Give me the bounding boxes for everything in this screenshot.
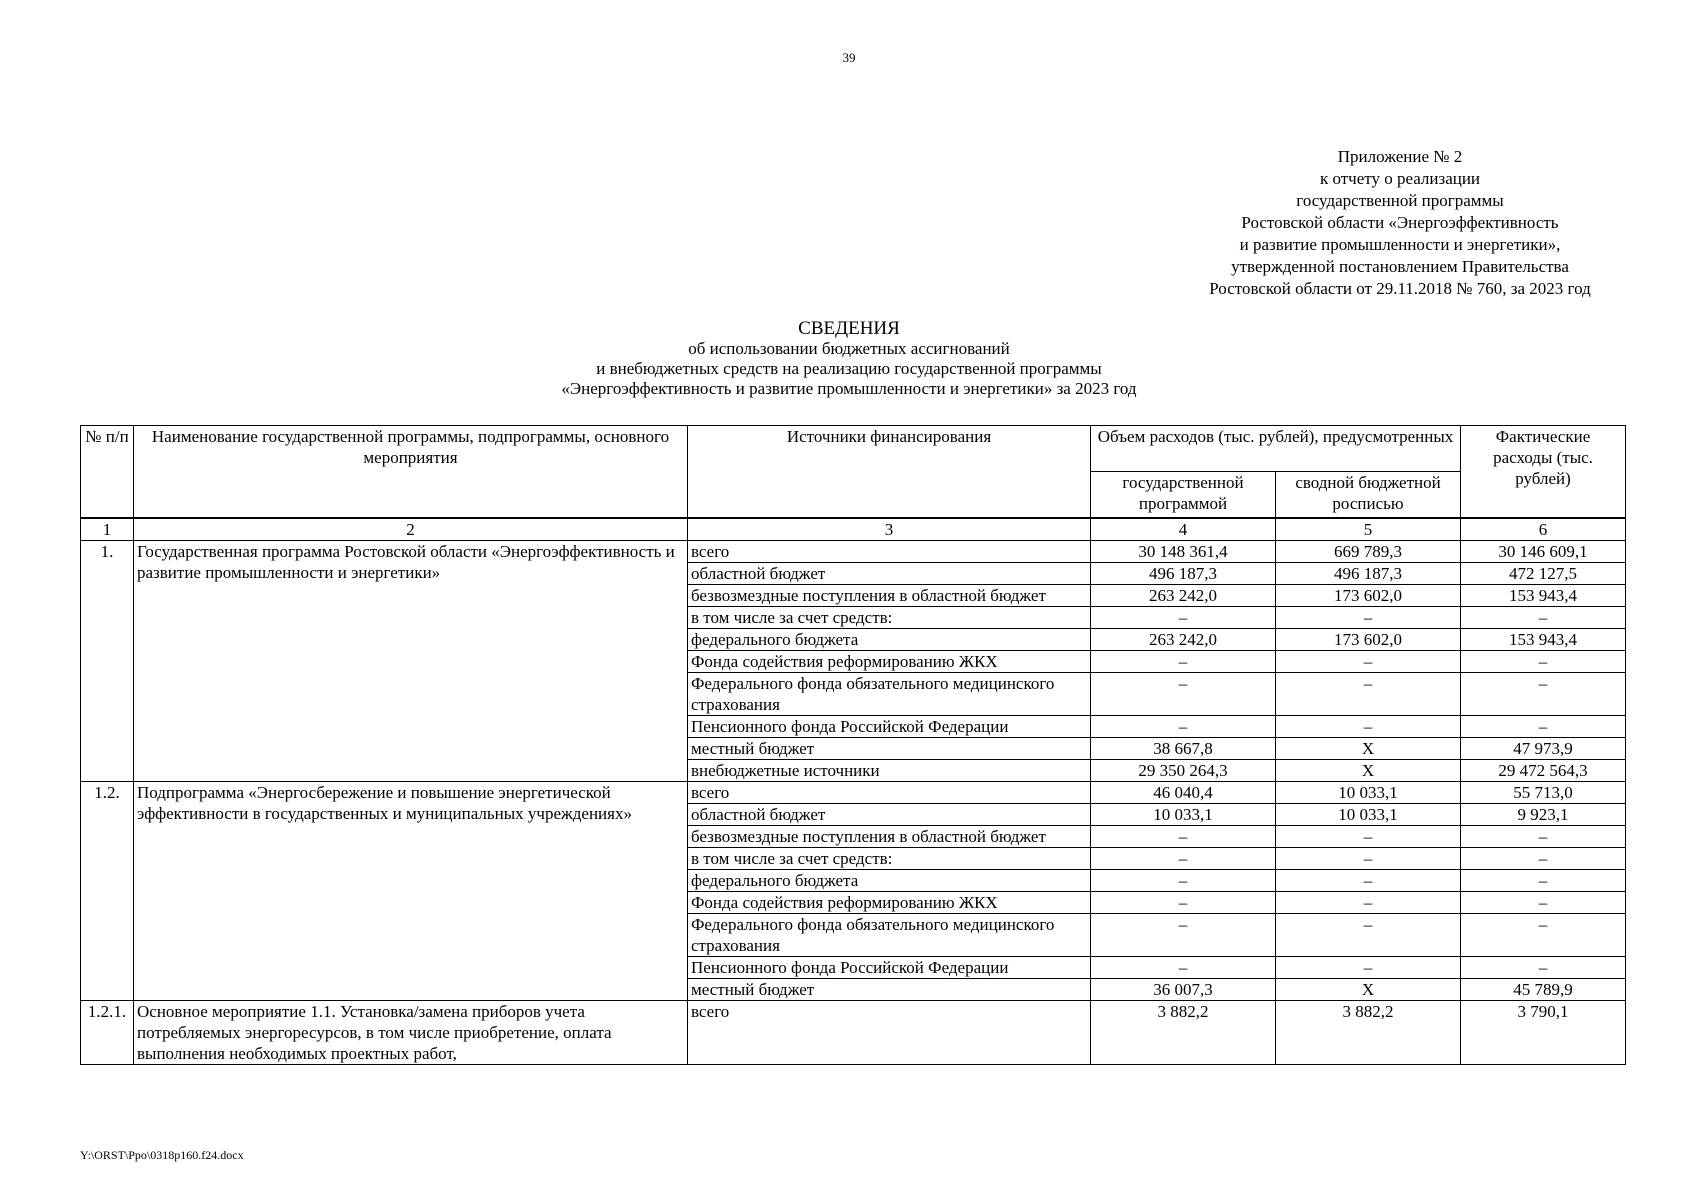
value-program: 29 350 264,3 — [1091, 759, 1276, 781]
title-line: «Энергоэффективность и развитие промышленности и энергетики» за 2023 год — [561, 379, 1137, 398]
appendix-line: и развитие промышленности и энергетики», — [1239, 235, 1561, 254]
funding-source: областной бюджет — [688, 803, 1091, 825]
value-program: – — [1091, 869, 1276, 891]
value-actual: 153 943,4 — [1461, 584, 1626, 606]
appendix-line: Приложение № 2 — [1337, 147, 1463, 166]
funding-source: Фонда содействия реформированию ЖКХ — [688, 650, 1091, 672]
value-actual: – — [1461, 956, 1626, 978]
file-path: Y:\ORST\Ppo\0318p160.f24.docx — [80, 1148, 244, 1162]
funding-source: безвозмездные поступления в областной бюджет — [688, 825, 1091, 847]
value-program: – — [1091, 825, 1276, 847]
value-actual: – — [1461, 672, 1626, 715]
program-name: Государственная программа Ростовской области «Энергоэффективность и развитие промышленности и энергетики» — [134, 540, 688, 781]
value-program: 46 040,4 — [1091, 781, 1276, 803]
funding-source: Фонда содействия реформированию ЖКХ — [688, 891, 1091, 913]
column-number-row — [81, 518, 1626, 541]
value-budget: – — [1276, 606, 1461, 628]
value-actual: 45 789,9 — [1461, 978, 1626, 1000]
funding-source: внебюджетные источники — [688, 759, 1091, 781]
funding-source: всего — [688, 781, 1091, 803]
value-budget: Х — [1276, 737, 1461, 759]
funding-source: всего — [688, 540, 1091, 562]
value-budget: – — [1276, 891, 1461, 913]
value-program: – — [1091, 606, 1276, 628]
appendix-line: утвержденной постановлением Правительства — [1231, 257, 1569, 276]
row-number: 1.2. — [81, 781, 134, 1000]
column-number: 6 — [1461, 518, 1626, 541]
header-by-program: государственной программой — [1091, 472, 1276, 518]
value-actual: 47 973,9 — [1461, 737, 1626, 759]
value-budget: 3 882,2 — [1276, 1000, 1461, 1064]
value-actual: 153 943,4 — [1461, 628, 1626, 650]
header-num: № п/п — [81, 426, 134, 518]
value-program: – — [1091, 956, 1276, 978]
document-title — [0, 318, 1698, 399]
value-actual: – — [1461, 891, 1626, 913]
value-budget: 10 033,1 — [1276, 781, 1461, 803]
value-actual: – — [1461, 650, 1626, 672]
value-actual: 29 472 564,3 — [1461, 759, 1626, 781]
value-actual: – — [1461, 825, 1626, 847]
value-program: 263 242,0 — [1091, 628, 1276, 650]
funding-source: федерального бюджета — [688, 869, 1091, 891]
appendix-line: Ростовской области от 29.11.2018 № 760, за 2023 год — [1209, 279, 1591, 298]
program-name: Подпрограмма «Энергосбережение и повышение энергетической эффективности в государственных и муниципальных учреждениях» — [134, 781, 688, 1000]
header-by-budget: сводной бюджетной росписью — [1276, 472, 1461, 518]
value-actual: 3 790,1 — [1461, 1000, 1626, 1064]
value-actual: – — [1461, 715, 1626, 737]
value-actual: – — [1461, 606, 1626, 628]
value-budget: 173 602,0 — [1276, 584, 1461, 606]
value-budget: Х — [1276, 978, 1461, 1000]
column-number: 5 — [1276, 518, 1461, 541]
value-budget: 669 789,3 — [1276, 540, 1461, 562]
value-actual: – — [1461, 869, 1626, 891]
header-actual: Фактические расходы (тыс. рублей) — [1461, 426, 1626, 518]
header-name: Наименование государственной программы, подпрограммы, основного мероприятия — [134, 426, 688, 518]
title-line: об использовании бюджетных ассигнований — [688, 339, 1010, 358]
value-program: 10 033,1 — [1091, 803, 1276, 825]
value-budget: – — [1276, 650, 1461, 672]
row-number: 1. — [81, 540, 134, 781]
value-budget: – — [1276, 825, 1461, 847]
table-row — [81, 781, 1626, 803]
value-actual: 55 713,0 — [1461, 781, 1626, 803]
value-program: – — [1091, 913, 1276, 956]
value-budget: 10 033,1 — [1276, 803, 1461, 825]
value-program: – — [1091, 891, 1276, 913]
funding-source: в том числе за счет средств: — [688, 606, 1091, 628]
value-program: 38 667,8 — [1091, 737, 1276, 759]
value-budget: Х — [1276, 759, 1461, 781]
value-program: – — [1091, 847, 1276, 869]
funding-source: местный бюджет — [688, 737, 1091, 759]
value-actual: 472 127,5 — [1461, 562, 1626, 584]
appendix-line: государственной программы — [1296, 191, 1504, 210]
value-program: – — [1091, 715, 1276, 737]
value-program: 496 187,3 — [1091, 562, 1276, 584]
column-number: 2 — [134, 518, 688, 541]
title-heading: СВЕДЕНИЯ — [798, 318, 900, 339]
budget-table — [80, 425, 1626, 1065]
value-budget: – — [1276, 847, 1461, 869]
column-number: 4 — [1091, 518, 1276, 541]
value-actual: 30 146 609,1 — [1461, 540, 1626, 562]
value-actual: 9 923,1 — [1461, 803, 1626, 825]
funding-source: Федерального фонда обязательного медицинского страхования — [688, 672, 1091, 715]
value-budget: – — [1276, 956, 1461, 978]
funding-source: Федерального фонда обязательного медицинского страхования — [688, 913, 1091, 956]
value-budget: – — [1276, 869, 1461, 891]
value-budget: – — [1276, 913, 1461, 956]
funding-source: всего — [688, 1000, 1091, 1064]
value-actual: – — [1461, 913, 1626, 956]
funding-source: безвозмездные поступления в областной бюджет — [688, 584, 1091, 606]
title-line: и внебюджетных средств на реализацию государственной программы — [596, 359, 1102, 378]
funding-source: областной бюджет — [688, 562, 1091, 584]
value-budget: – — [1276, 715, 1461, 737]
program-name: Основное мероприятие 1.1. Установка/замена приборов учета потребляемых энергоресурсов, в том числе приобретение, оплата выполнения необходимых проектных работ, — [134, 1000, 688, 1064]
header-planned: Объем расходов (тыс. рублей), предусмотренных — [1091, 426, 1461, 472]
value-program: – — [1091, 650, 1276, 672]
funding-source: Пенсионного фонда Российской Федерации — [688, 715, 1091, 737]
row-number: 1.2.1. — [81, 1000, 134, 1064]
funding-source: в том числе за счет средств: — [688, 847, 1091, 869]
value-program: 30 148 361,4 — [1091, 540, 1276, 562]
value-actual: – — [1461, 847, 1626, 869]
page-number: 39 — [842, 50, 856, 65]
funding-source: федерального бюджета — [688, 628, 1091, 650]
value-budget: 496 187,3 — [1276, 562, 1461, 584]
appendix-note — [1150, 146, 1650, 300]
value-program: 263 242,0 — [1091, 584, 1276, 606]
table-row — [81, 540, 1626, 562]
funding-source: Пенсионного фонда Российской Федерации — [688, 956, 1091, 978]
funding-source: местный бюджет — [688, 978, 1091, 1000]
value-program: 3 882,2 — [1091, 1000, 1276, 1064]
appendix-line: Ростовской области «Энергоэффективность — [1241, 213, 1559, 232]
column-number: 3 — [688, 518, 1091, 541]
value-budget: 173 602,0 — [1276, 628, 1461, 650]
value-program: 36 007,3 — [1091, 978, 1276, 1000]
header-source: Источники финансирования — [688, 426, 1091, 518]
value-program: – — [1091, 672, 1276, 715]
appendix-line: к отчету о реализации — [1319, 169, 1481, 188]
value-budget: – — [1276, 672, 1461, 715]
table-row — [81, 1000, 1626, 1064]
column-number: 1 — [81, 518, 134, 541]
